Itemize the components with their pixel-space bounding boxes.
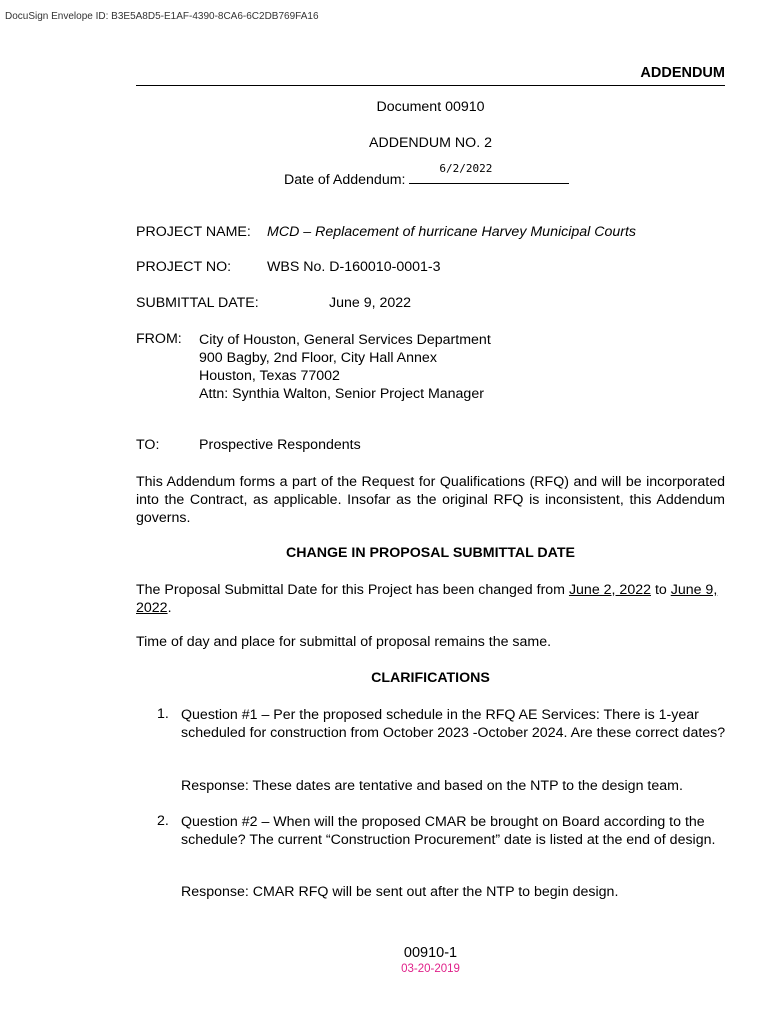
document-number: Document 00910 <box>376 99 485 115</box>
from-line: Houston, Texas 77002 <box>199 368 340 384</box>
clarification-response: Response: These dates are tentative and based on the NTP to the design team. <box>181 778 683 794</box>
project-name-label: PROJECT NAME: <box>136 224 251 240</box>
docusign-envelope-id: DocuSign Envelope ID: B3E5A8D5-E1AF-4390-8CA6-6C2DB769FA16 <box>5 11 319 22</box>
from-line: Attn: Synthia Walton, Senior Project Manager <box>199 386 484 402</box>
to-value: Prospective Respondents <box>199 437 361 453</box>
header-rule <box>136 85 725 86</box>
clarification-response: Response: CMAR RFQ will be sent out after the NTP to begin design. <box>181 884 619 900</box>
intro-paragraph: This Addendum forms a part of the Request for Qualifications (RFQ) and will be incorporated into the Contract, as applicable. Insofar as the original RFQ is inconsistent, this Addendum governs. <box>136 474 725 526</box>
from-label: FROM: <box>136 331 182 347</box>
submittal-date-value: June 9, 2022 <box>329 295 412 311</box>
date-value: 6/2/2022 <box>439 162 493 175</box>
from-line: City of Houston, General Services Department <box>199 332 491 348</box>
addendum-number: ADDENDUM NO. 2 <box>369 135 492 151</box>
project-no-value: WBS No. D-160010-0001-3 <box>267 259 441 275</box>
clarification-number: 1. <box>157 706 169 722</box>
revision-date: 03-20-2019 <box>401 963 460 975</box>
project-name-value: MCD – Replacement of hurricane Harvey Municipal Courts <box>267 224 637 240</box>
date-label: Date of Addendum: <box>284 172 406 188</box>
change-heading: CHANGE IN PROPOSAL SUBMITTAL DATE <box>285 545 575 561</box>
project-no-label: PROJECT NO: <box>136 259 232 275</box>
change-paragraph <box>136 581 725 617</box>
clarification-question: Question #1 – Per the proposed schedule in the RFQ AE Services: There is 1-year scheduled for construction from October 2023 -October 2024. Are these correct dates? <box>181 707 726 741</box>
new-submittal-date: June 9, 2022 <box>136 582 718 616</box>
page-number: 00910-1 <box>403 945 458 961</box>
clarifications-heading: CLARIFICATIONS <box>371 670 490 686</box>
date-field <box>409 162 569 184</box>
clarification-question: Question #2 – When will the proposed CMAR be brought on Board according to the schedule? The current “Construction Procurement” date is listed at the end of design. <box>181 814 716 848</box>
from-address <box>199 331 491 403</box>
submittal-date-label: SUBMITTAL DATE: <box>136 295 259 311</box>
change-text-before: The Proposal Submittal Date for this Project has been changed from <box>136 582 569 598</box>
to-label: TO: <box>136 437 160 453</box>
old-submittal-date: June 2, 2022 <box>568 582 651 598</box>
date-of-addendum <box>284 162 569 188</box>
change-text-after: . <box>167 600 172 616</box>
change-note: Time of day and place for submittal of proposal remains the same. <box>136 634 552 650</box>
addendum-header-title: ADDENDUM <box>640 65 725 81</box>
change-text-middle: to <box>651 582 671 598</box>
clarification-number: 2. <box>157 813 169 829</box>
from-line: 900 Bagby, 2nd Floor, City Hall Annex <box>199 350 437 366</box>
